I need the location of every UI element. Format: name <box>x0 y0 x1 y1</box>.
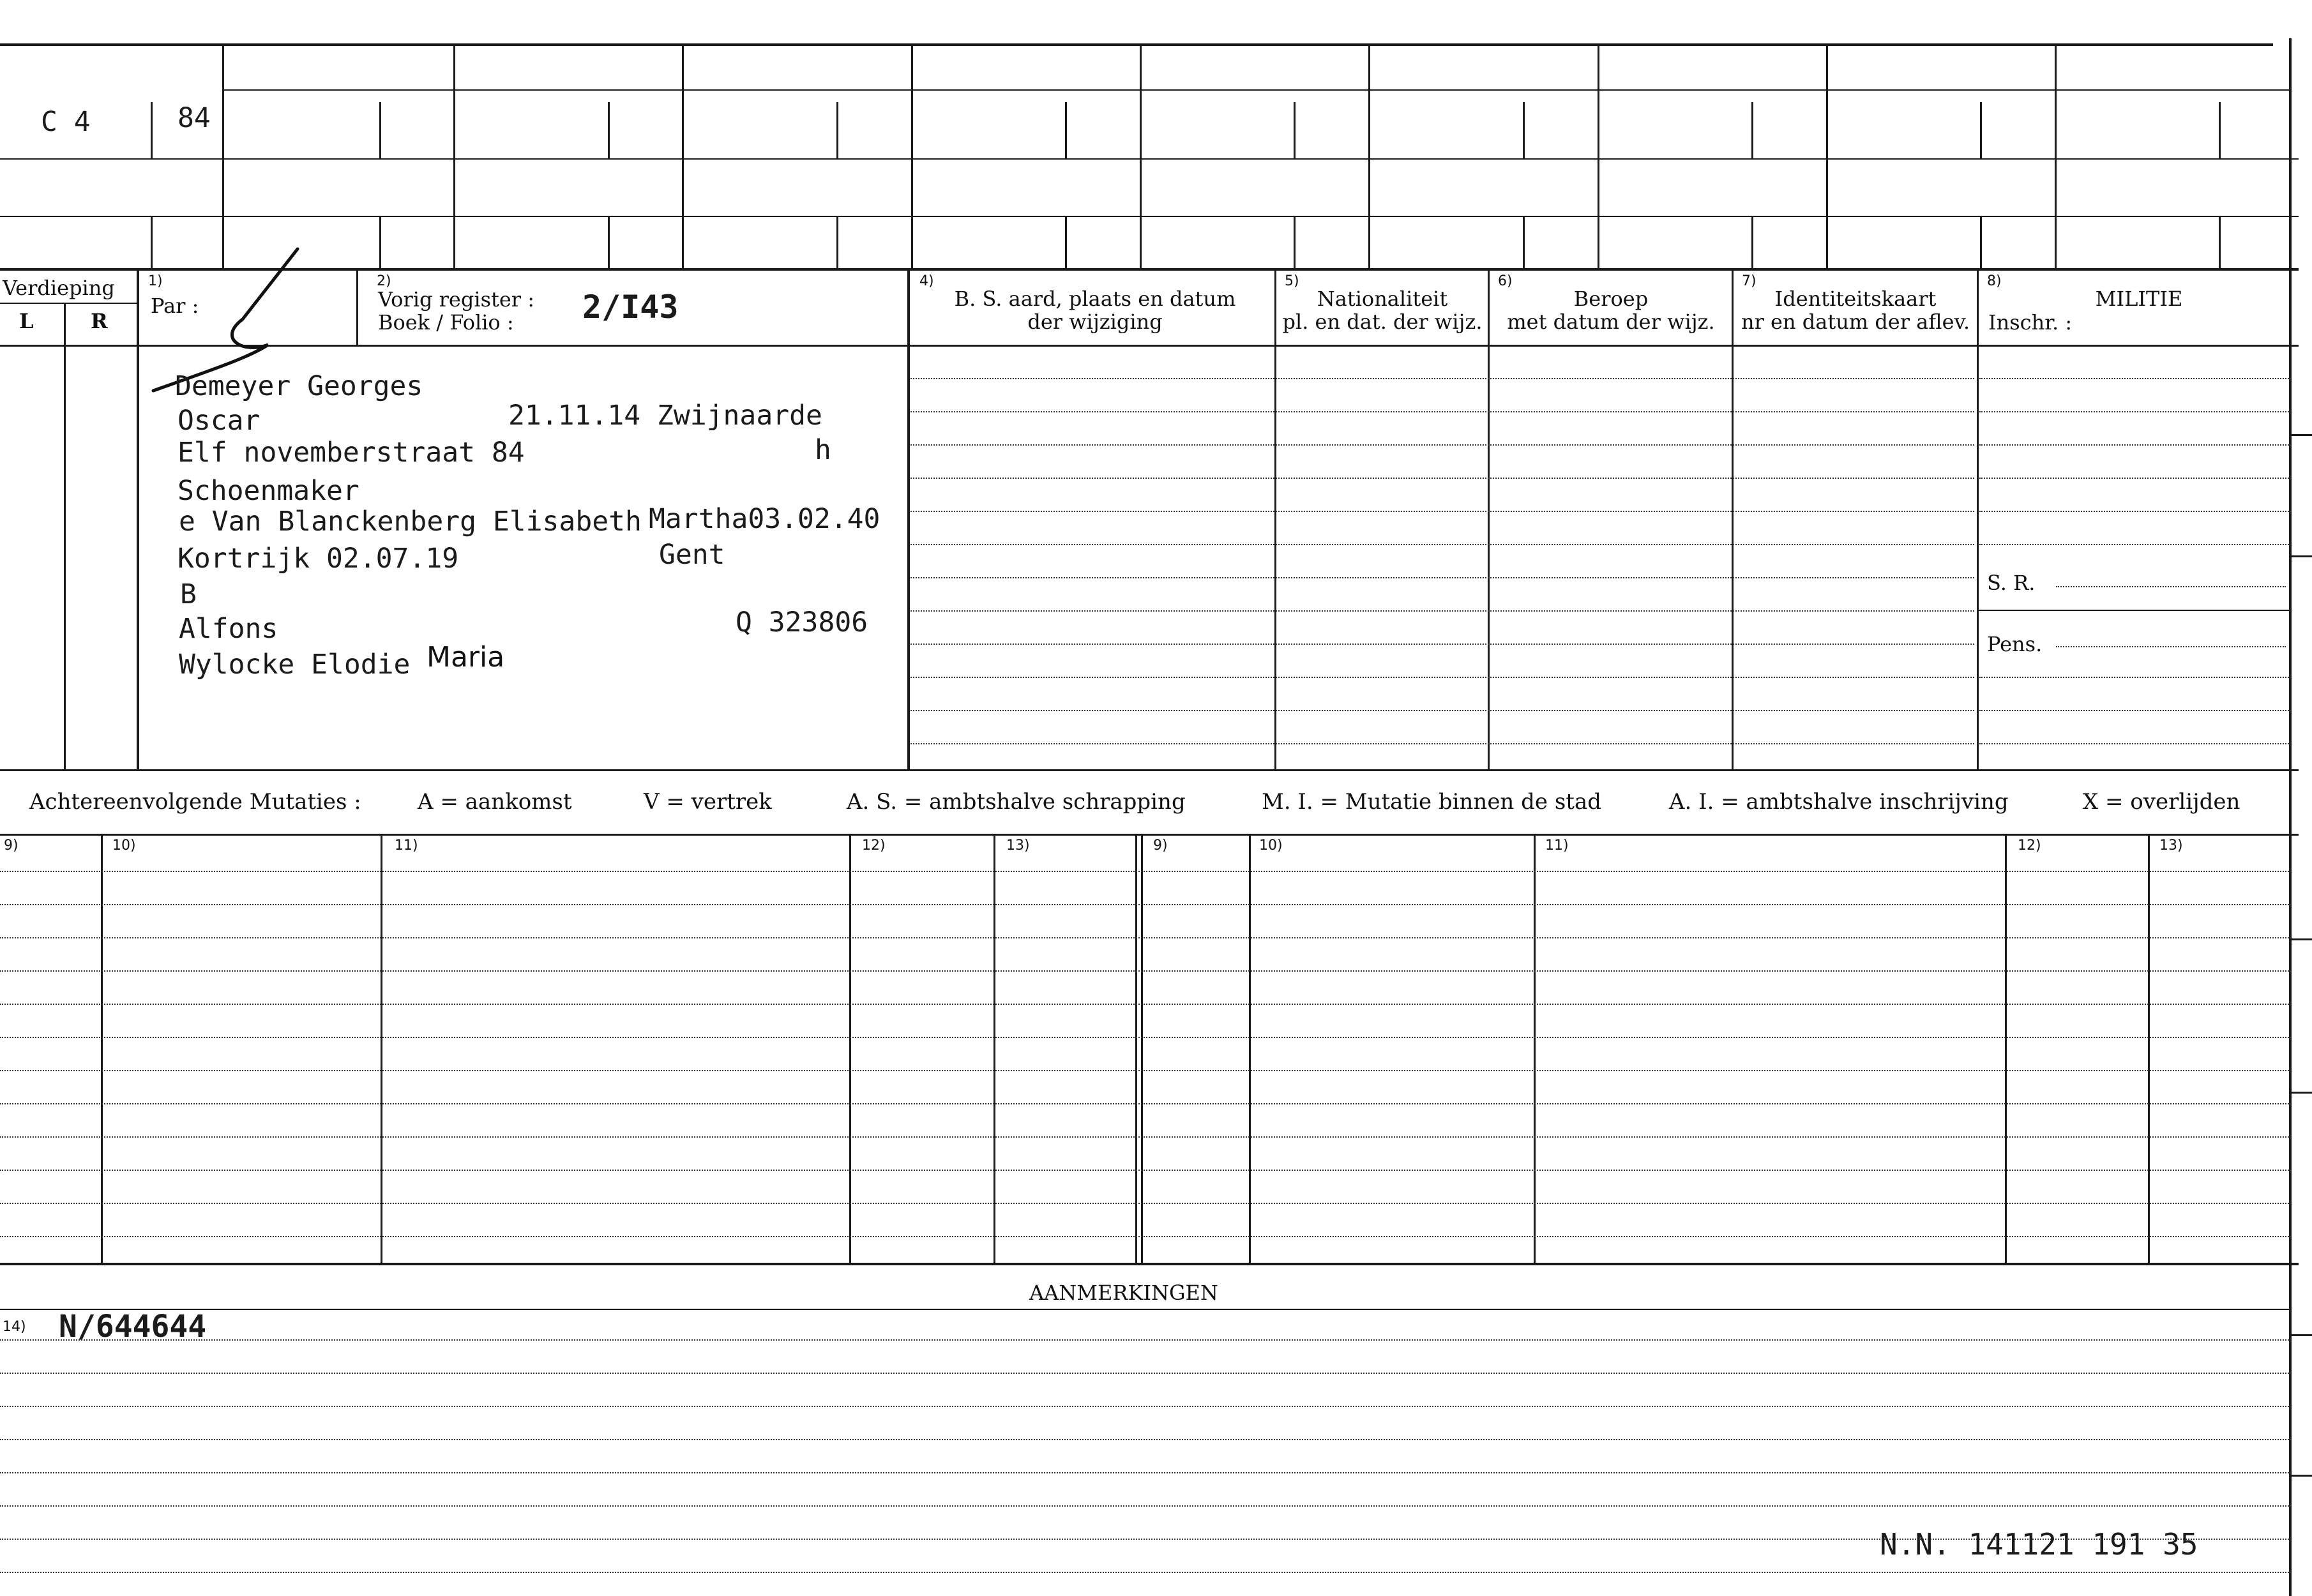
person-line-6b: Gent <box>659 539 725 571</box>
identiteitskaart-header-1: Identiteitskaart <box>1774 287 1937 311</box>
person-line-7: B <box>180 578 197 610</box>
beroep-header-1: Beroep <box>1573 287 1649 311</box>
aanmerkingen-title: AANMERKINGEN <box>1029 1281 1218 1305</box>
sr-label: S. R. <box>1987 571 2036 595</box>
identiteitskaart-header-2: nr en datum der aflev. <box>1741 310 1970 334</box>
person-line-1: Demeyer Georges <box>175 370 423 402</box>
boek-folio-label: Boek / Folio : <box>378 310 514 335</box>
vorig-register-label: Vorig register : <box>378 287 535 312</box>
mut-col-12: 12) <box>862 838 886 854</box>
top-code-right: 84 <box>178 102 211 134</box>
section-7-number: 7) <box>1742 273 1757 289</box>
person-line-8a: Alfons <box>179 613 278 645</box>
beroep-header-2: met datum der wijz. <box>1507 310 1715 334</box>
remarks-14-number: 14) <box>3 1319 26 1335</box>
mutatie-mi: M. I. = Mutatie binnen de stad <box>1262 789 1601 815</box>
pens-label: Pens. <box>1987 632 2043 656</box>
mut-col-12b: 12) <box>2018 838 2041 854</box>
person-line-2a: Oscar <box>178 405 261 437</box>
par-label: Par : <box>151 294 199 318</box>
mutatie-as: A. S. = ambtshalve schrapping <box>847 789 1186 815</box>
mutatie-ai: A. I. = ambtshalve inschrijving <box>1669 789 2009 815</box>
person-line-5a: e Van Blanckenberg Elisabeth <box>179 506 642 538</box>
section-2-number: 2) <box>377 273 391 289</box>
mut-col-9b: 9) <box>1153 838 1168 854</box>
mutaties-title: Achtereenvolgende Mutaties : <box>29 789 361 815</box>
section-4-number: 4) <box>919 273 934 289</box>
militie-header: MILITIE <box>2095 287 2183 311</box>
mutatie-a: A = aankomst <box>418 789 572 815</box>
mutatie-x: X = overlijden <box>2083 789 2240 815</box>
person-line-9b: Maria <box>427 641 505 674</box>
person-line-2b: 21.11.14 Zwijnaarde <box>508 400 822 432</box>
verdieping-l: L <box>19 309 34 333</box>
section-6-number: 6) <box>1498 273 1513 289</box>
person-line-3b: h <box>815 434 831 466</box>
mutatie-v: V = vertrek <box>644 789 772 815</box>
section-1-number: 1) <box>148 273 163 289</box>
mut-col-11b: 11) <box>1545 838 1569 854</box>
mut-col-10b: 10) <box>1259 838 1283 854</box>
nn-number: N.N. 141121 191 35 <box>1880 1527 2198 1562</box>
remarks-value: N/644644 <box>59 1309 207 1344</box>
top-code-left: C 4 <box>41 106 91 138</box>
mut-col-9: 9) <box>4 838 19 854</box>
bs-header-2: der wijziging <box>1027 310 1163 334</box>
register-value: 2/I43 <box>582 289 679 326</box>
section-8-number: 8) <box>1987 273 2002 289</box>
mut-col-13b: 13) <box>2159 838 2183 854</box>
mut-col-10: 10) <box>112 838 136 854</box>
person-line-3a: Elf novemberstraat 84 <box>178 437 525 469</box>
person-line-5b: Martha03.02.40 <box>649 503 880 535</box>
mut-col-11: 11) <box>395 838 418 854</box>
person-line-4: Schoenmaker <box>178 475 359 507</box>
verdieping-label: Verdieping <box>3 276 115 300</box>
person-line-6a: Kortrijk 02.07.19 <box>178 543 459 575</box>
person-line-9a: Wylocke Elodie <box>179 649 411 681</box>
nationaliteit-header-1: Nationaliteit <box>1317 287 1448 311</box>
nationaliteit-header-2: pl. en dat. der wijz. <box>1282 310 1483 334</box>
inschr-label: Inschr. : <box>1988 310 2073 335</box>
bs-header-1: B. S. aard, plaats en datum <box>954 287 1236 311</box>
mut-col-13: 13) <box>1006 838 1030 854</box>
person-line-8b: Q 323806 <box>736 606 868 638</box>
verdieping-r: R <box>91 309 108 333</box>
section-5-number: 5) <box>1285 273 1299 289</box>
